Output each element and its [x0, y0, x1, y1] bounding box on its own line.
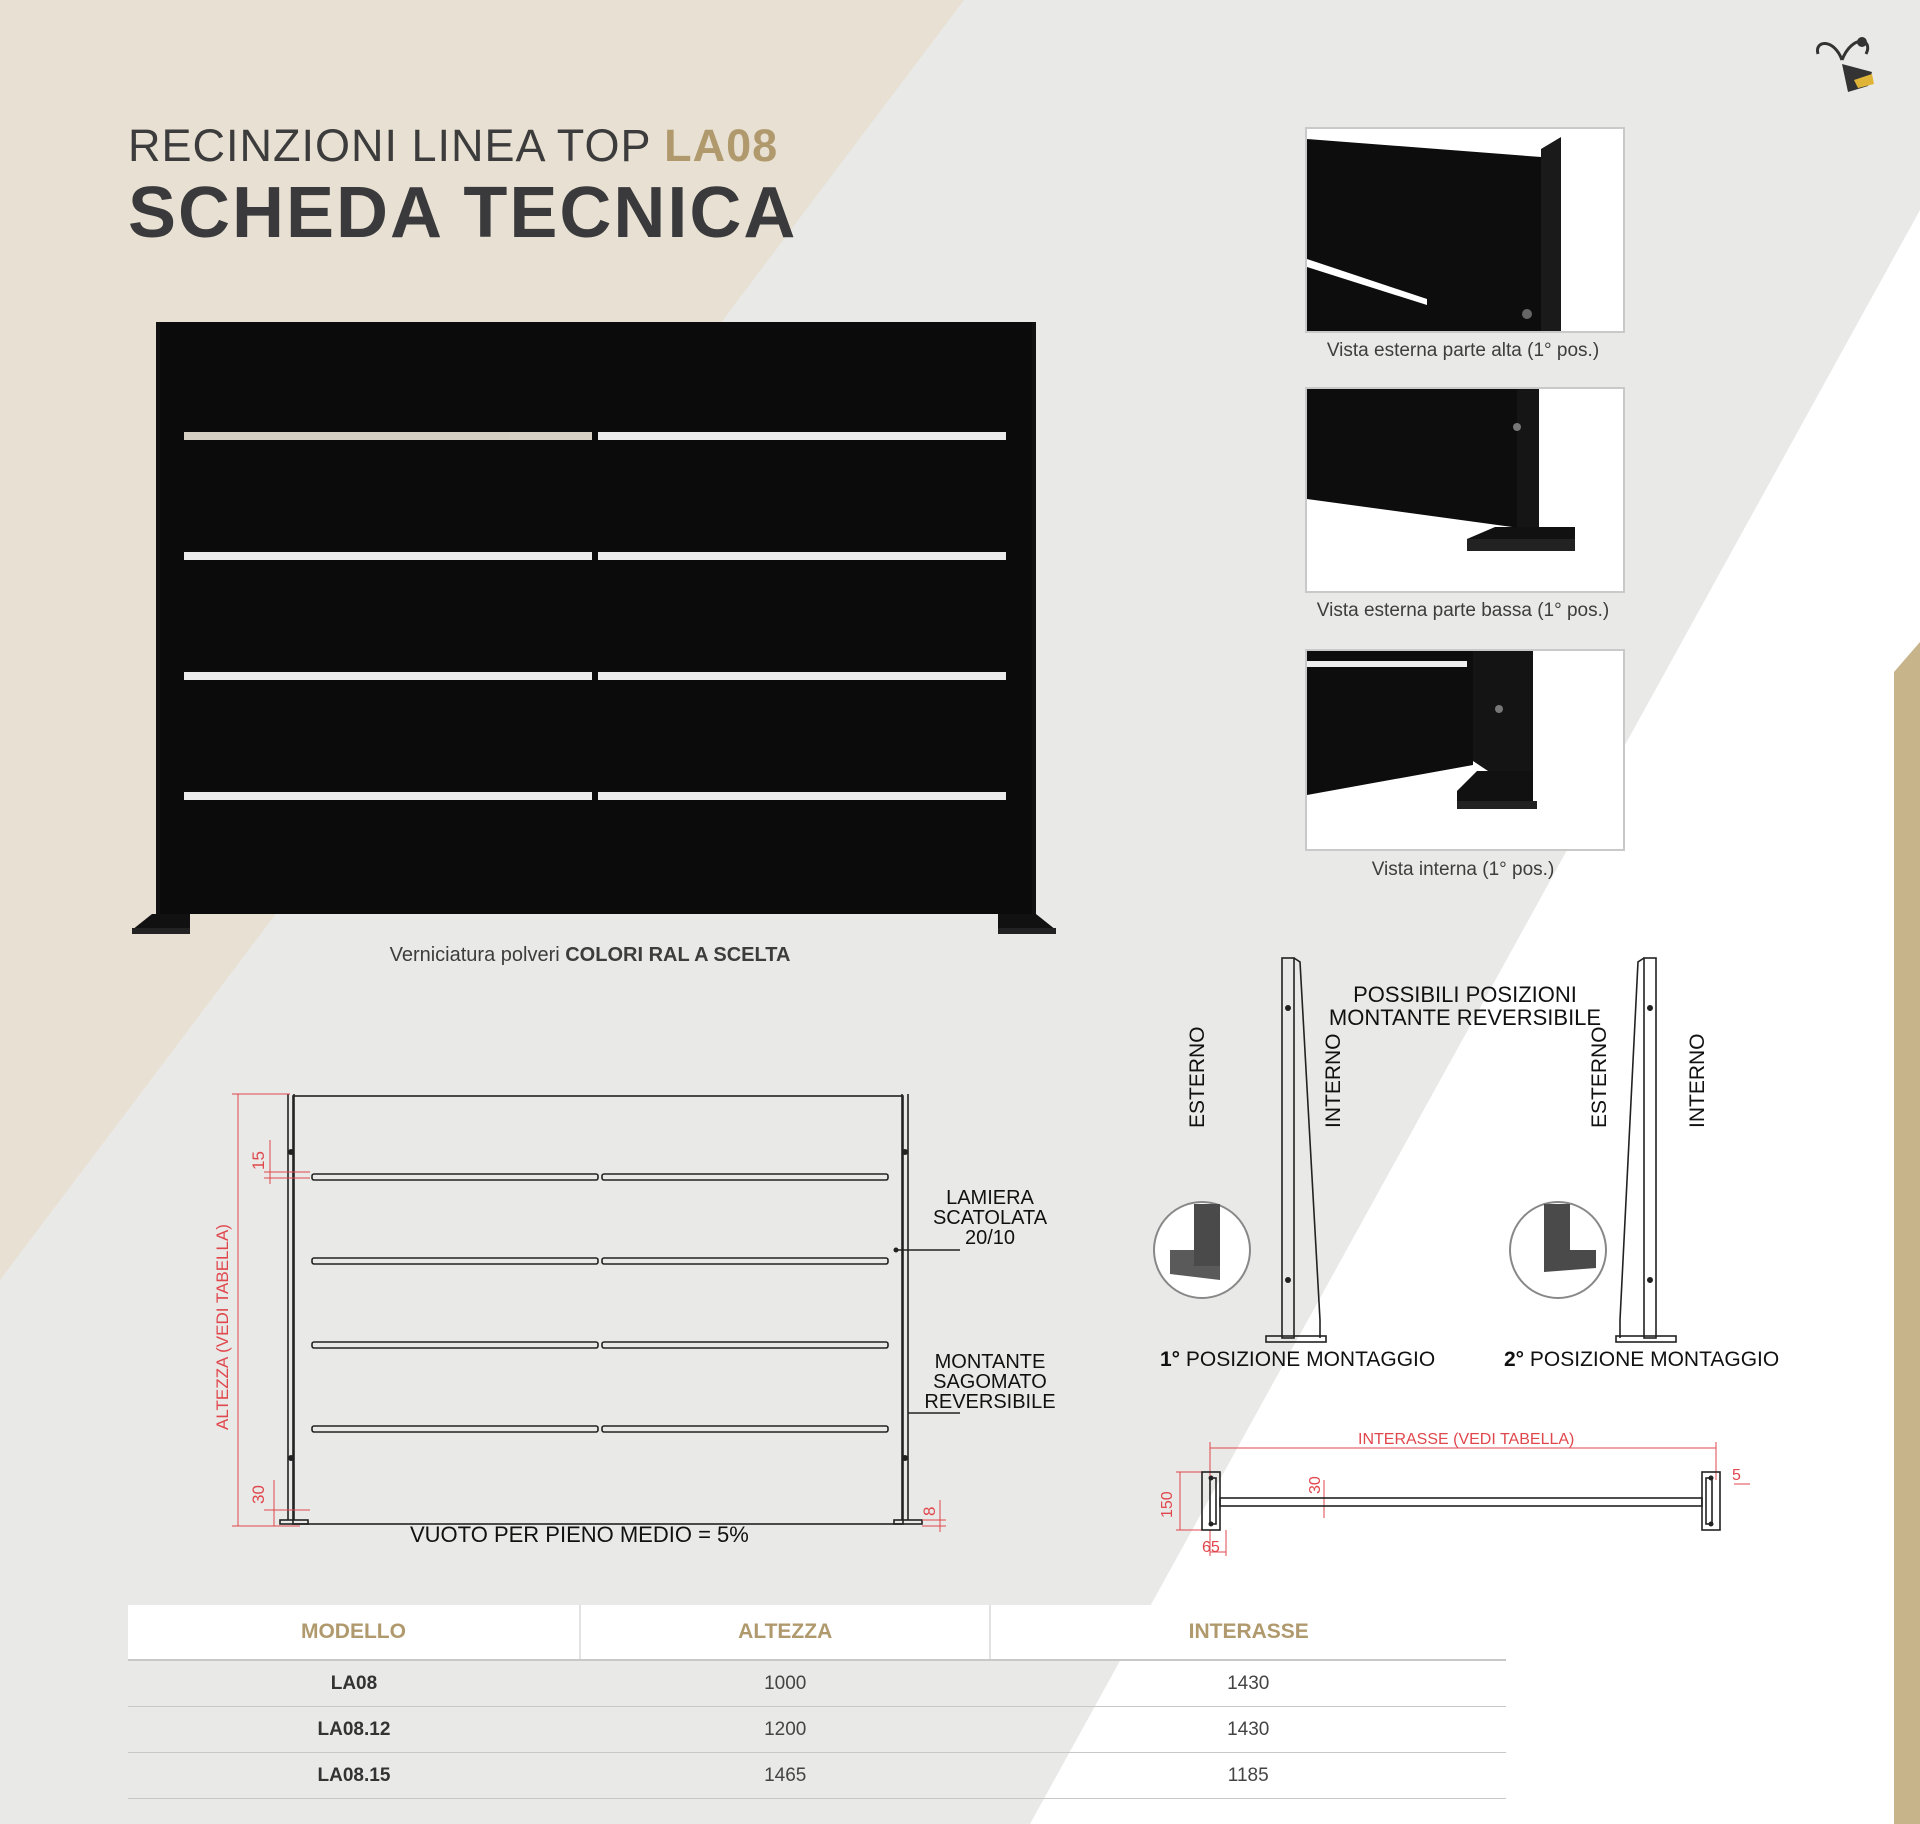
plan-dim-5: 5: [1732, 1467, 1741, 1484]
plan-view-drawing: [1150, 1420, 1770, 1570]
main-caption: Verniciatura polveri COLORI RAL A SCELTA: [389, 944, 791, 966]
cell-height: 1465: [580, 1753, 991, 1799]
fence-render: [128, 318, 1068, 938]
photo-bottom-exterior: [1305, 387, 1625, 593]
table-header-row: [128, 1605, 1506, 1660]
cell-interaxis: 1185: [990, 1753, 1506, 1799]
table-row: [128, 1707, 1506, 1753]
height-label: ALTEZZA (VEDI TABELLA): [213, 1224, 232, 1430]
cell-model: LA08: [128, 1660, 580, 1707]
col-header-model: MODELLO: [128, 1605, 580, 1660]
position-1-label: 1° POSIZIONE MONTAGGIO: [1160, 1348, 1436, 1371]
interno-label-2: INTERNO: [1686, 1033, 1709, 1128]
dim-bottom: 30: [249, 1485, 268, 1504]
photo-interior: [1305, 649, 1625, 851]
col-header-interaxis: INTERASSE: [990, 1605, 1506, 1660]
plan-dim-150: 150: [1159, 1491, 1176, 1518]
void-ratio: VUOTO PER PIENO MEDIO = 5%: [410, 1522, 749, 1547]
table-row: [128, 1753, 1506, 1799]
interasse-label: INTERASSE (VEDI TABELLA): [1358, 1431, 1575, 1448]
interno-label-1: INTERNO: [1322, 1033, 1345, 1128]
esterno-label-1: ESTERNO: [1186, 1026, 1209, 1128]
caption-view-3: Vista interna (1° pos.): [1371, 859, 1555, 880]
technical-drawing: [200, 1080, 960, 1540]
page-title: SCHEDA TECNICA: [128, 173, 798, 253]
esterno-label-2: ESTERNO: [1588, 1026, 1611, 1128]
post-positions-drawing: [1140, 950, 1800, 1350]
title-prefix: RECINZIONI LINEA TOP LA08: [128, 120, 779, 171]
spec-table: [128, 1605, 1506, 1799]
cell-interaxis: 1430: [990, 1707, 1506, 1753]
col-header-height: ALTEZZA: [580, 1605, 991, 1660]
title-code: LA08: [664, 120, 779, 171]
bee-logo-icon: [1812, 30, 1896, 98]
photo-top-exterior: [1305, 127, 1625, 333]
cell-height: 1200: [580, 1707, 991, 1753]
cell-model: LA08.12: [128, 1707, 580, 1753]
plan-dim-30: 30: [1307, 1476, 1324, 1494]
cell-model: LA08.15: [128, 1753, 580, 1799]
table-row: [128, 1660, 1506, 1707]
plan-dim-65: 65: [1202, 1539, 1220, 1556]
label-post: MONTANTE SAGOMATO REVERSIBILE: [924, 1351, 1056, 1413]
dim-top: 15: [249, 1151, 268, 1170]
positions-title: POSSIBILI POSIZIONI MONTANTE REVERSIBILE: [1328, 982, 1602, 1030]
caption-view-2: Vista esterna parte bassa (1° pos.): [1316, 600, 1610, 621]
dim-base: 8: [920, 1506, 939, 1516]
position-2-label: 2° POSIZIONE MONTAGGIO: [1504, 1348, 1780, 1371]
cell-interaxis: 1430: [990, 1660, 1506, 1707]
caption-view-1: Vista esterna parte alta (1° pos.): [1326, 340, 1600, 361]
label-panel: LAMIERA SCATOLATA 20/10: [932, 1187, 1048, 1249]
cell-height: 1000: [580, 1660, 991, 1707]
